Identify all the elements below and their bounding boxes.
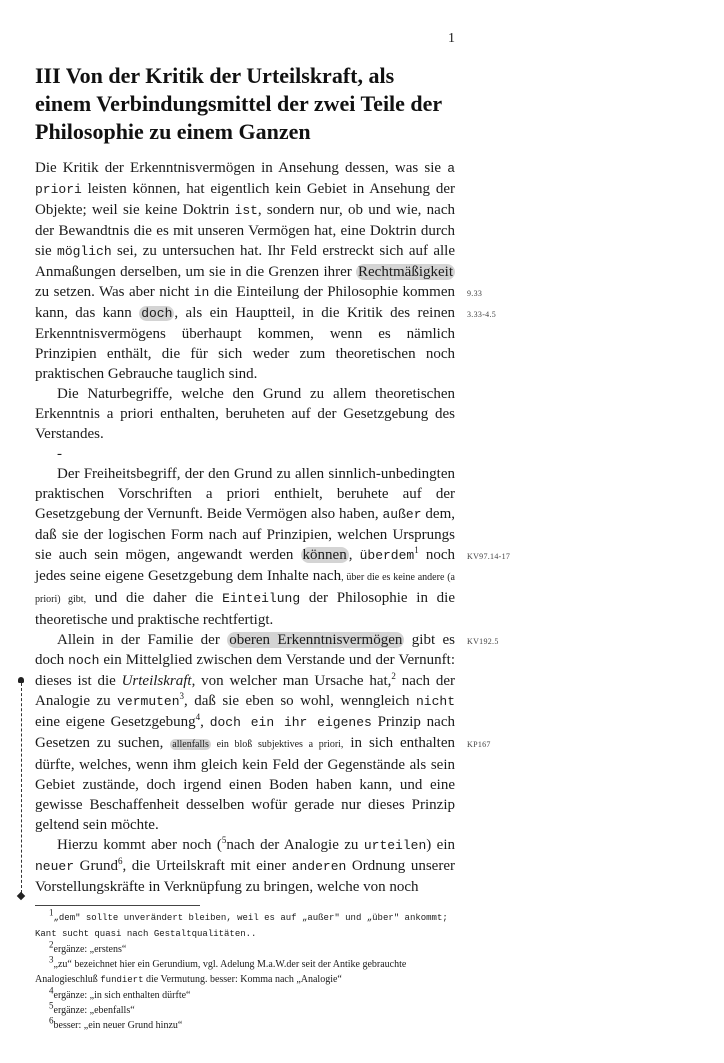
range-end-handle[interactable]	[17, 892, 25, 900]
footnote-rule	[35, 905, 200, 906]
footnote-text: besser: „ein neuer Grund hinzu“	[53, 1020, 183, 1031]
text: , daß sie eben so wohl, wenngleich	[184, 693, 416, 709]
paragraph-1	[35, 158, 455, 384]
paragraph-4	[35, 630, 455, 835]
highlight-annotation[interactable]: doch	[141, 306, 173, 321]
text: ) ein	[426, 837, 455, 853]
emphasis-mono: nicht	[416, 694, 456, 709]
footnote-6	[35, 1015, 460, 1033]
emphasis-mono: in	[193, 285, 210, 300]
body-text	[35, 158, 511, 897]
footnote-ref[interactable]: 4	[195, 712, 201, 722]
page-number: 1	[448, 31, 455, 46]
text: noch jedes seine eigene Gesetzgebung dem Inhalte nach	[35, 547, 455, 584]
footnote-text: „zu“ bezeichnet hier ein Gerundium, vgl. Adelung M.a.W.der seit der Antike gebrauchte Analogieschluß	[35, 959, 407, 985]
text: sei, zu untersuchen hat. Ihr Feld erstreckt sich auf alle Anmaßungen derselben, um sie in die Grenzen ihrer	[35, 243, 455, 280]
small-insertion: , über die es keine andere (a priori) gibt,	[35, 572, 455, 605]
emphasis-mono: urteilen	[363, 838, 427, 853]
highlight-annotation[interactable]: oberen Erkenntnisvermögen	[229, 632, 403, 648]
footnote-5	[35, 1000, 460, 1018]
emphasis-italic: Urteilskraft	[121, 673, 192, 689]
footnote-4	[35, 985, 460, 1003]
paragraph-2: Die Naturbegriffe, welche den Grund zu allem theoretischen Erkenntnis a priori enthalten, beruheten auf der Gesetzgebung des Verstandes.	[35, 386, 455, 442]
text: Allein in der Familie der	[57, 632, 228, 648]
text: die Einteilung der Philosophie kommen kann, das kann	[35, 284, 455, 321]
range-dashed-line	[21, 683, 22, 893]
footnote-text: ergänze: „in sich enthalten dürfte“	[53, 990, 191, 1001]
footnotes	[35, 907, 460, 1033]
footnote-ref[interactable]: 6	[117, 856, 123, 866]
emphasis-mono: noch	[68, 653, 100, 668]
paragraph-3	[35, 464, 455, 630]
text: eine eigene Gesetzgebung	[35, 714, 196, 730]
text: Ordnung unserer Vorstellungskräfte in Verknüpfung zu bringen, welche von noch	[35, 858, 455, 895]
text: der Philosophie in die theoretische und praktische rechtfertigt.	[35, 590, 455, 628]
text: Prinzip nach Gesetzen zu suchen,	[35, 714, 455, 751]
emphasis-mono: außer	[382, 507, 422, 522]
emphasis-mono: a priori	[35, 161, 455, 197]
margin-note: 9.33	[467, 289, 483, 298]
text: Hierzu kommt aber noch (	[57, 837, 222, 853]
footnote-ref[interactable]: 5	[221, 835, 227, 845]
footnote-text: „dem" sollte unverändert bleiben, weil es auf „außer" und „über" ankommt; Kant sucht quasi nach Gestaltqualitäten..	[35, 913, 448, 939]
text: und die daher die	[86, 590, 223, 606]
highlight-annotation[interactable]: Rechtmäßigkeit	[358, 264, 453, 280]
paragraph-5	[35, 835, 455, 897]
text: nach der Analogie zu	[226, 837, 364, 853]
emphasis-mono: anderen	[291, 859, 347, 874]
footnote-text: die Vermutung. besser: Komma nach „Analogie“	[143, 974, 342, 985]
footnote-ref[interactable]: 2	[391, 671, 396, 681]
footnote-number: 3	[49, 954, 54, 965]
text: Der Freiheitsbegriff, der den Grund zu allen sinnlich-unbedingten praktischen Vorschriften a priori enthielt, beruhete auf der Gesetzgebung der Vernunft. Beide Vermögen also haben,	[35, 466, 455, 522]
text: , sondern nur, ob und wie, nach der Bewandtnis die es mit unseren Vermögen hat, eine Doktrin durch sie	[35, 202, 455, 259]
text: leisten können, hat eigentlich kein Gebiet in Ansehung der Objekte; weil sie keine Doktrin	[35, 181, 455, 218]
range-marker[interactable]	[18, 677, 24, 899]
footnote-number: 2	[49, 939, 54, 950]
text: , als ein Hauptteil, in die Kritik des reinen Erkenntnisvermögens überhaupt kommen, wenn es nämlich Prinzipien enthält, die für sich weder zum theoretischen noch praktischen Gebrauche tauglich sind.	[35, 305, 455, 382]
text: ,	[200, 714, 210, 730]
emphasis-mono: fundiert	[100, 975, 144, 985]
footnote-ref[interactable]: 3	[179, 691, 185, 701]
highlight-annotation[interactable]: allenfalls	[172, 739, 209, 750]
separator-dash: -	[57, 446, 62, 462]
emphasis-mono: vermuten	[117, 694, 180, 709]
footnote-3	[35, 954, 460, 988]
margin-note: 3.33-4.5	[467, 310, 497, 319]
footnote-number: 6	[49, 1015, 54, 1026]
footnote-ref[interactable]: 1	[414, 545, 419, 555]
text: Die Kritik der Erkenntnisvermögen in Ansehung dessen, was sie	[35, 160, 448, 176]
margin-note: KV97.14-17	[467, 552, 511, 561]
text: nach der Analogie zu	[35, 673, 455, 709]
footnote-1	[35, 907, 460, 942]
margin-note: KP167	[467, 740, 491, 749]
emphasis-mono: Einteilung	[222, 591, 301, 606]
footnote-number: 5	[49, 1000, 54, 1011]
emphasis-mono: möglich	[57, 244, 112, 259]
text: gibt es doch	[35, 632, 455, 668]
text: zu setzen. Was aber nicht	[35, 284, 194, 300]
text: Grund	[74, 858, 118, 874]
footnote-2	[35, 939, 460, 957]
margin-note: KV192.5	[467, 637, 499, 646]
emphasis-mono: doch ein ihr eigenes	[209, 715, 372, 730]
footnote-text: ergänze: „ebenfalls“	[53, 1005, 135, 1016]
highlight-annotation[interactable]: können	[302, 547, 347, 563]
text: dem, daß sie der logischen Form nach auf Prinzipien, welchen Ursprungs sie auch sein mögen, angewandt werden	[35, 506, 455, 563]
footnote-number: 4	[49, 985, 54, 996]
emphasis-mono: neuer	[35, 859, 75, 874]
text: in sich enthalten dürfte, welches, wenn ihm gleich kein Feld der Gegenstände als sein Gebiet zustände, doch irgend einen Boden haben kann, und eine gewisse Beschaffenheit desselben wofür gerade nur dieses Prinzip geltend sein möchte.	[35, 735, 455, 833]
chapter-title: III Von der Kritik der Urteilskraft, als einem Verbindungsmittel der zwei Teile der Philosophie zu einem Ganzen	[35, 63, 442, 144]
text: ,	[348, 547, 360, 563]
small-insertion: ein bloß subjektives a priori,	[210, 739, 344, 750]
emphasis-mono: überdem	[359, 548, 415, 563]
emphasis-mono: ist	[234, 203, 258, 218]
footnote-text: ergänze: „erstens“	[53, 944, 127, 955]
text: ein Mittelglied zwischen dem Verstande und der Vernunft: dieses ist die	[35, 652, 455, 689]
text: , von welcher man Ursache hat,	[191, 673, 392, 689]
footnote-number: 1	[49, 907, 54, 918]
text: , die Urteilskraft mit einer	[122, 858, 292, 874]
